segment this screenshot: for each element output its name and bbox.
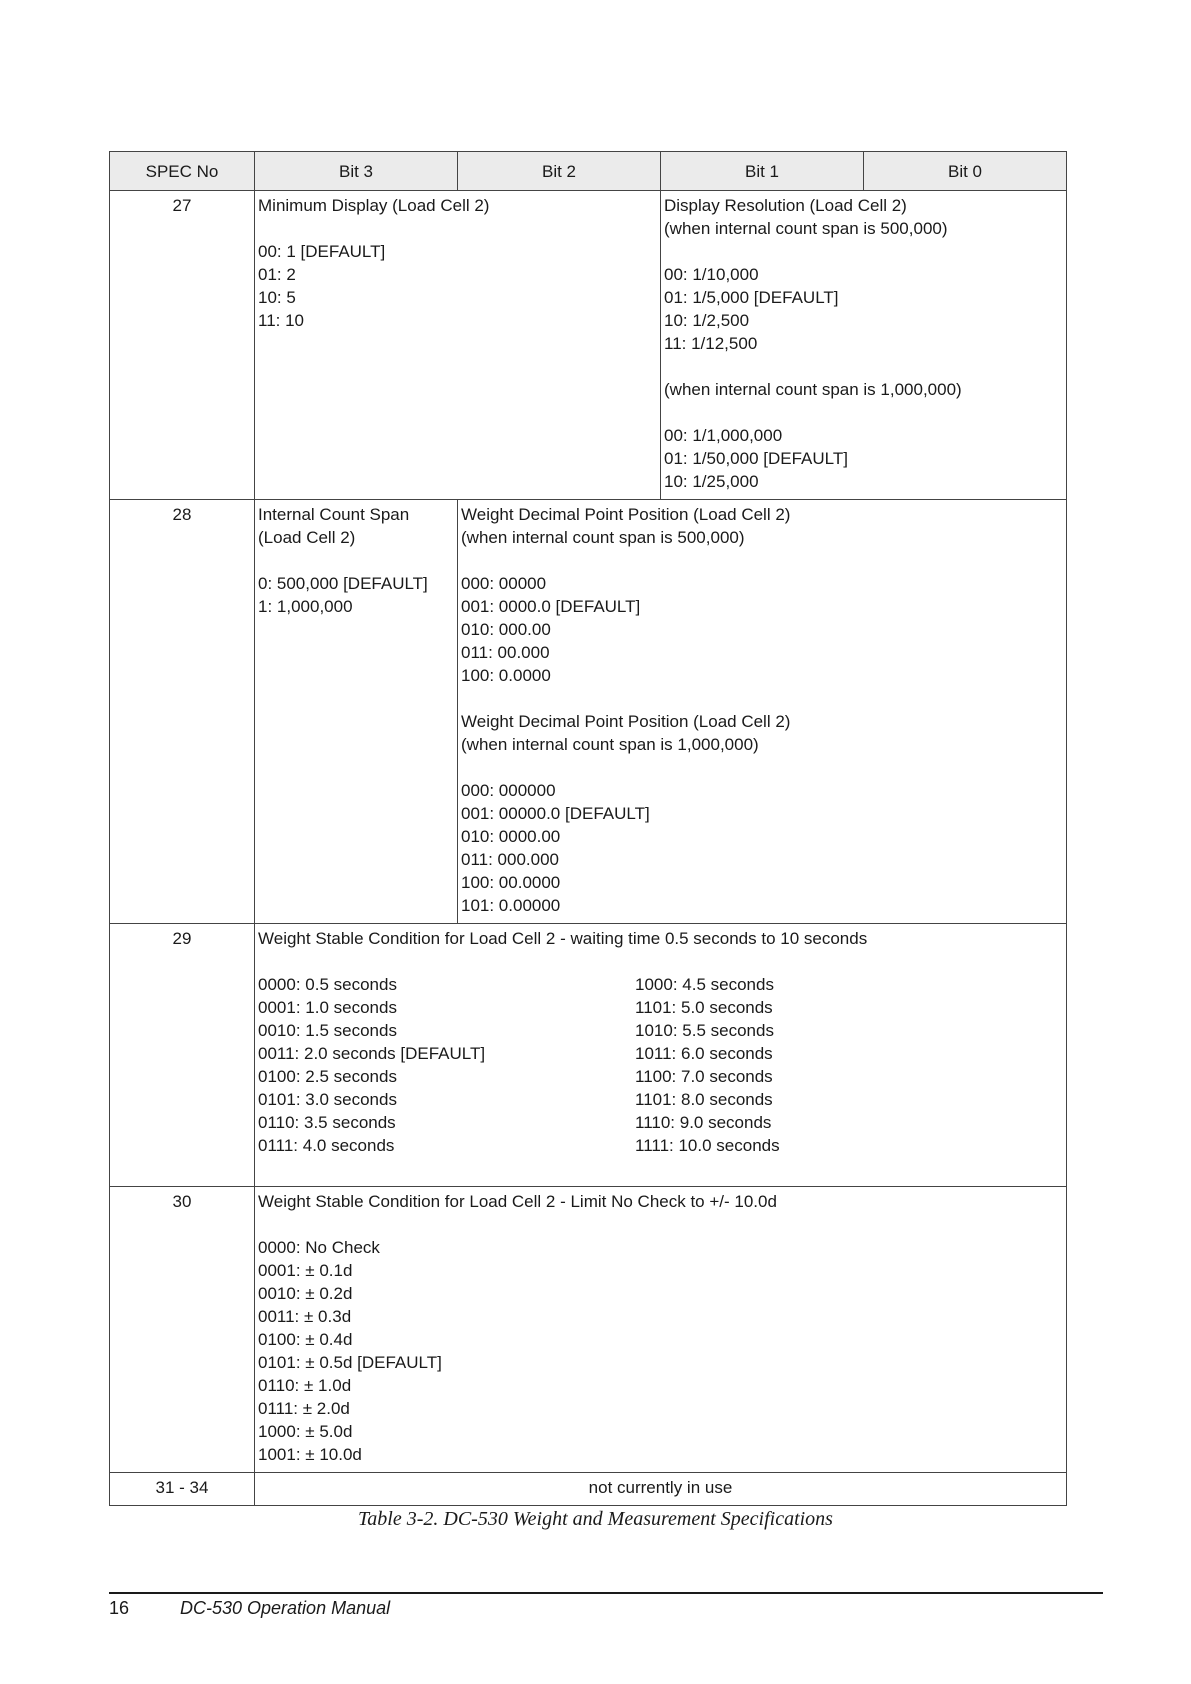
- spec-27-left-line: Minimum Display (Load Cell 2): [258, 196, 490, 215]
- spec-28-right-line: 011: 00.000: [461, 643, 550, 662]
- spec-27-left-line: 01: 2: [258, 265, 296, 284]
- spec-28-right-line: 001: 00000.0 [DEFAULT]: [461, 804, 650, 823]
- spec-29-option: 0001: 1.0 seconds: [258, 998, 397, 1017]
- spec-29-option: 0100: 2.5 seconds: [258, 1067, 397, 1086]
- spec-27-display-resolution: [661, 191, 1067, 500]
- spec-27-left-line: 11: 10: [258, 311, 305, 330]
- header-bit-0: Bit 0: [864, 152, 1067, 191]
- spec-29-option: 1011: 6.0 seconds: [635, 1044, 773, 1063]
- spec-28-right-line: 100: 0.0000: [461, 666, 551, 685]
- spec-30-limit-no-check: [255, 1187, 1067, 1473]
- spec-29-option: 0101: 3.0 seconds: [258, 1090, 397, 1109]
- manual-title: DC-530 Operation Manual: [180, 1598, 391, 1618]
- spec-28-internal-count-span: [255, 500, 458, 924]
- spec-28-right-line: 000: 000000: [461, 781, 556, 800]
- spec-27-right-line: 01: 1/50,000 [DEFAULT]: [664, 449, 848, 468]
- spec-28-left-line: (Load Cell 2): [258, 528, 356, 547]
- spec-27-minimum-display: [255, 191, 661, 500]
- spec-30-line: 0000: No Check: [258, 1238, 380, 1257]
- spec-29-option: 1010: 5.5 seconds: [635, 1021, 774, 1040]
- spec-29-option: 0000: 0.5 seconds: [258, 975, 397, 994]
- spec-28-right-line: 001: 0000.0 [DEFAULT]: [461, 597, 641, 616]
- spec-28-decimal-point-position: [458, 500, 1067, 924]
- spec-27-left-line: 10: 5: [258, 288, 296, 307]
- spec-28-right-line: 000: 00000: [461, 574, 547, 593]
- spec-30-line: 0010: ± 0.2d: [258, 1284, 353, 1303]
- spec-30-line: 0011: ± 0.3d: [258, 1307, 352, 1326]
- spec-29-option: 0111: 4.0 seconds: [258, 1136, 395, 1155]
- spec-30-line: 0101: ± 0.5d [DEFAULT]: [258, 1353, 442, 1372]
- spec-30-line: 0001: ± 0.1d: [258, 1261, 353, 1280]
- table-row-spec-28: [110, 500, 1067, 924]
- spec-number: 27: [110, 191, 255, 500]
- spec-30-line: 1000: ± 5.0d: [258, 1422, 353, 1441]
- table-row-spec-31-34: [110, 1473, 1067, 1506]
- spec-30-line: 0111: ± 2.0d: [258, 1399, 350, 1418]
- spec-30-line: Weight Stable Condition for Load Cell 2 - Limit No Check to +/- 10.0d: [258, 1192, 777, 1211]
- header-bit-1: Bit 1: [661, 152, 864, 191]
- spec-31-34-description: not currently in use: [255, 1473, 1067, 1506]
- spec-28-left-line: 0: 500,000 [DEFAULT]: [258, 574, 428, 593]
- spec-29-title: Weight Stable Condition for Load Cell 2 - waiting time 0.5 seconds to 10 seconds: [258, 929, 868, 948]
- spec-29-option: 1000: 4.5 seconds: [635, 975, 774, 994]
- spec-27-right-line: 01: 1/5,000 [DEFAULT]: [664, 288, 839, 307]
- table-caption: Table 3-2. DC-530 Weight and Measurement Specifications: [358, 1508, 833, 1530]
- spec-28-right-line: 011: 000.000: [461, 850, 559, 869]
- spec-30-line: 0100: ± 0.4d: [258, 1330, 353, 1349]
- header-bit-3: Bit 3: [255, 152, 458, 191]
- header-spec-no: SPEC No: [110, 152, 255, 191]
- spec-27-right-line: 10: 1/25,000: [664, 472, 759, 491]
- spec-28-right-line: 010: 0000.00: [461, 827, 561, 846]
- spec-28-right-line: Weight Decimal Point Position (Load Cell 2): [461, 712, 791, 731]
- spec-27-right-line: 11: 1/12,500: [664, 334, 758, 353]
- spec-29-option: 1111: 10.0 seconds: [635, 1136, 780, 1155]
- spec-29-option: 1100: 7.0 seconds: [635, 1067, 773, 1086]
- table-row-spec-30: [110, 1187, 1067, 1473]
- spec-28-right-line: (when internal count span is 1,000,000): [461, 735, 759, 754]
- spec-27-left-line: 00: 1 [DEFAULT]: [258, 242, 386, 261]
- spec-30-line: 1001: ± 10.0d: [258, 1445, 362, 1464]
- spec-30-line: 0110: ± 1.0d: [258, 1376, 352, 1395]
- spec-number: 28: [110, 500, 255, 924]
- spec-29-option: 1110: 9.0 seconds: [635, 1113, 772, 1132]
- spec-27-right-line: Display Resolution (Load Cell 2): [664, 196, 907, 215]
- spec-28-right-line: 010: 000.00: [461, 620, 551, 639]
- spec-number: 30: [110, 1187, 255, 1473]
- table-header-row: [110, 152, 1067, 191]
- spec-29-option: 0010: 1.5 seconds: [258, 1021, 397, 1040]
- spec-29-option: 1101: 8.0 seconds: [635, 1090, 773, 1109]
- spec-table: [109, 151, 1067, 1506]
- spec-28-left-line: 1: 1,000,000: [258, 597, 353, 616]
- header-bit-2: Bit 2: [458, 152, 661, 191]
- footer-divider: [109, 1592, 1103, 1594]
- spec-number: 31 - 34: [110, 1473, 255, 1506]
- spec-29-option: 0011: 2.0 seconds [DEFAULT]: [258, 1044, 486, 1063]
- spec-27-right-line: (when internal count span is 1,000,000): [664, 380, 962, 399]
- spec-28-right-line: Weight Decimal Point Position (Load Cell 2): [461, 505, 791, 524]
- spec-27-right-line: 00: 1/1,000,000: [664, 426, 783, 445]
- spec-27-right-line: 00: 1/10,000: [664, 265, 759, 284]
- spec-29-option: 0110: 3.5 seconds: [258, 1113, 396, 1132]
- page-number: 16: [109, 1598, 130, 1618]
- spec-29-waiting-time: [255, 924, 1067, 1187]
- table-row-spec-29: [110, 924, 1067, 1187]
- spec-28-right-line: (when internal count span is 500,000): [461, 528, 745, 547]
- spec-28-left-line: Internal Count Span: [258, 505, 410, 524]
- spec-number: 29: [110, 924, 255, 1187]
- spec-27-right-line: 10: 1/2,500: [664, 311, 750, 330]
- spec-28-right-line: 101: 0.00000: [461, 896, 561, 915]
- spec-28-right-line: 100: 00.0000: [461, 873, 561, 892]
- spec-29-option: 1101: 5.0 seconds: [635, 998, 773, 1017]
- table-row-spec-27: [110, 191, 1067, 500]
- spec-27-right-line: (when internal count span is 500,000): [664, 219, 948, 238]
